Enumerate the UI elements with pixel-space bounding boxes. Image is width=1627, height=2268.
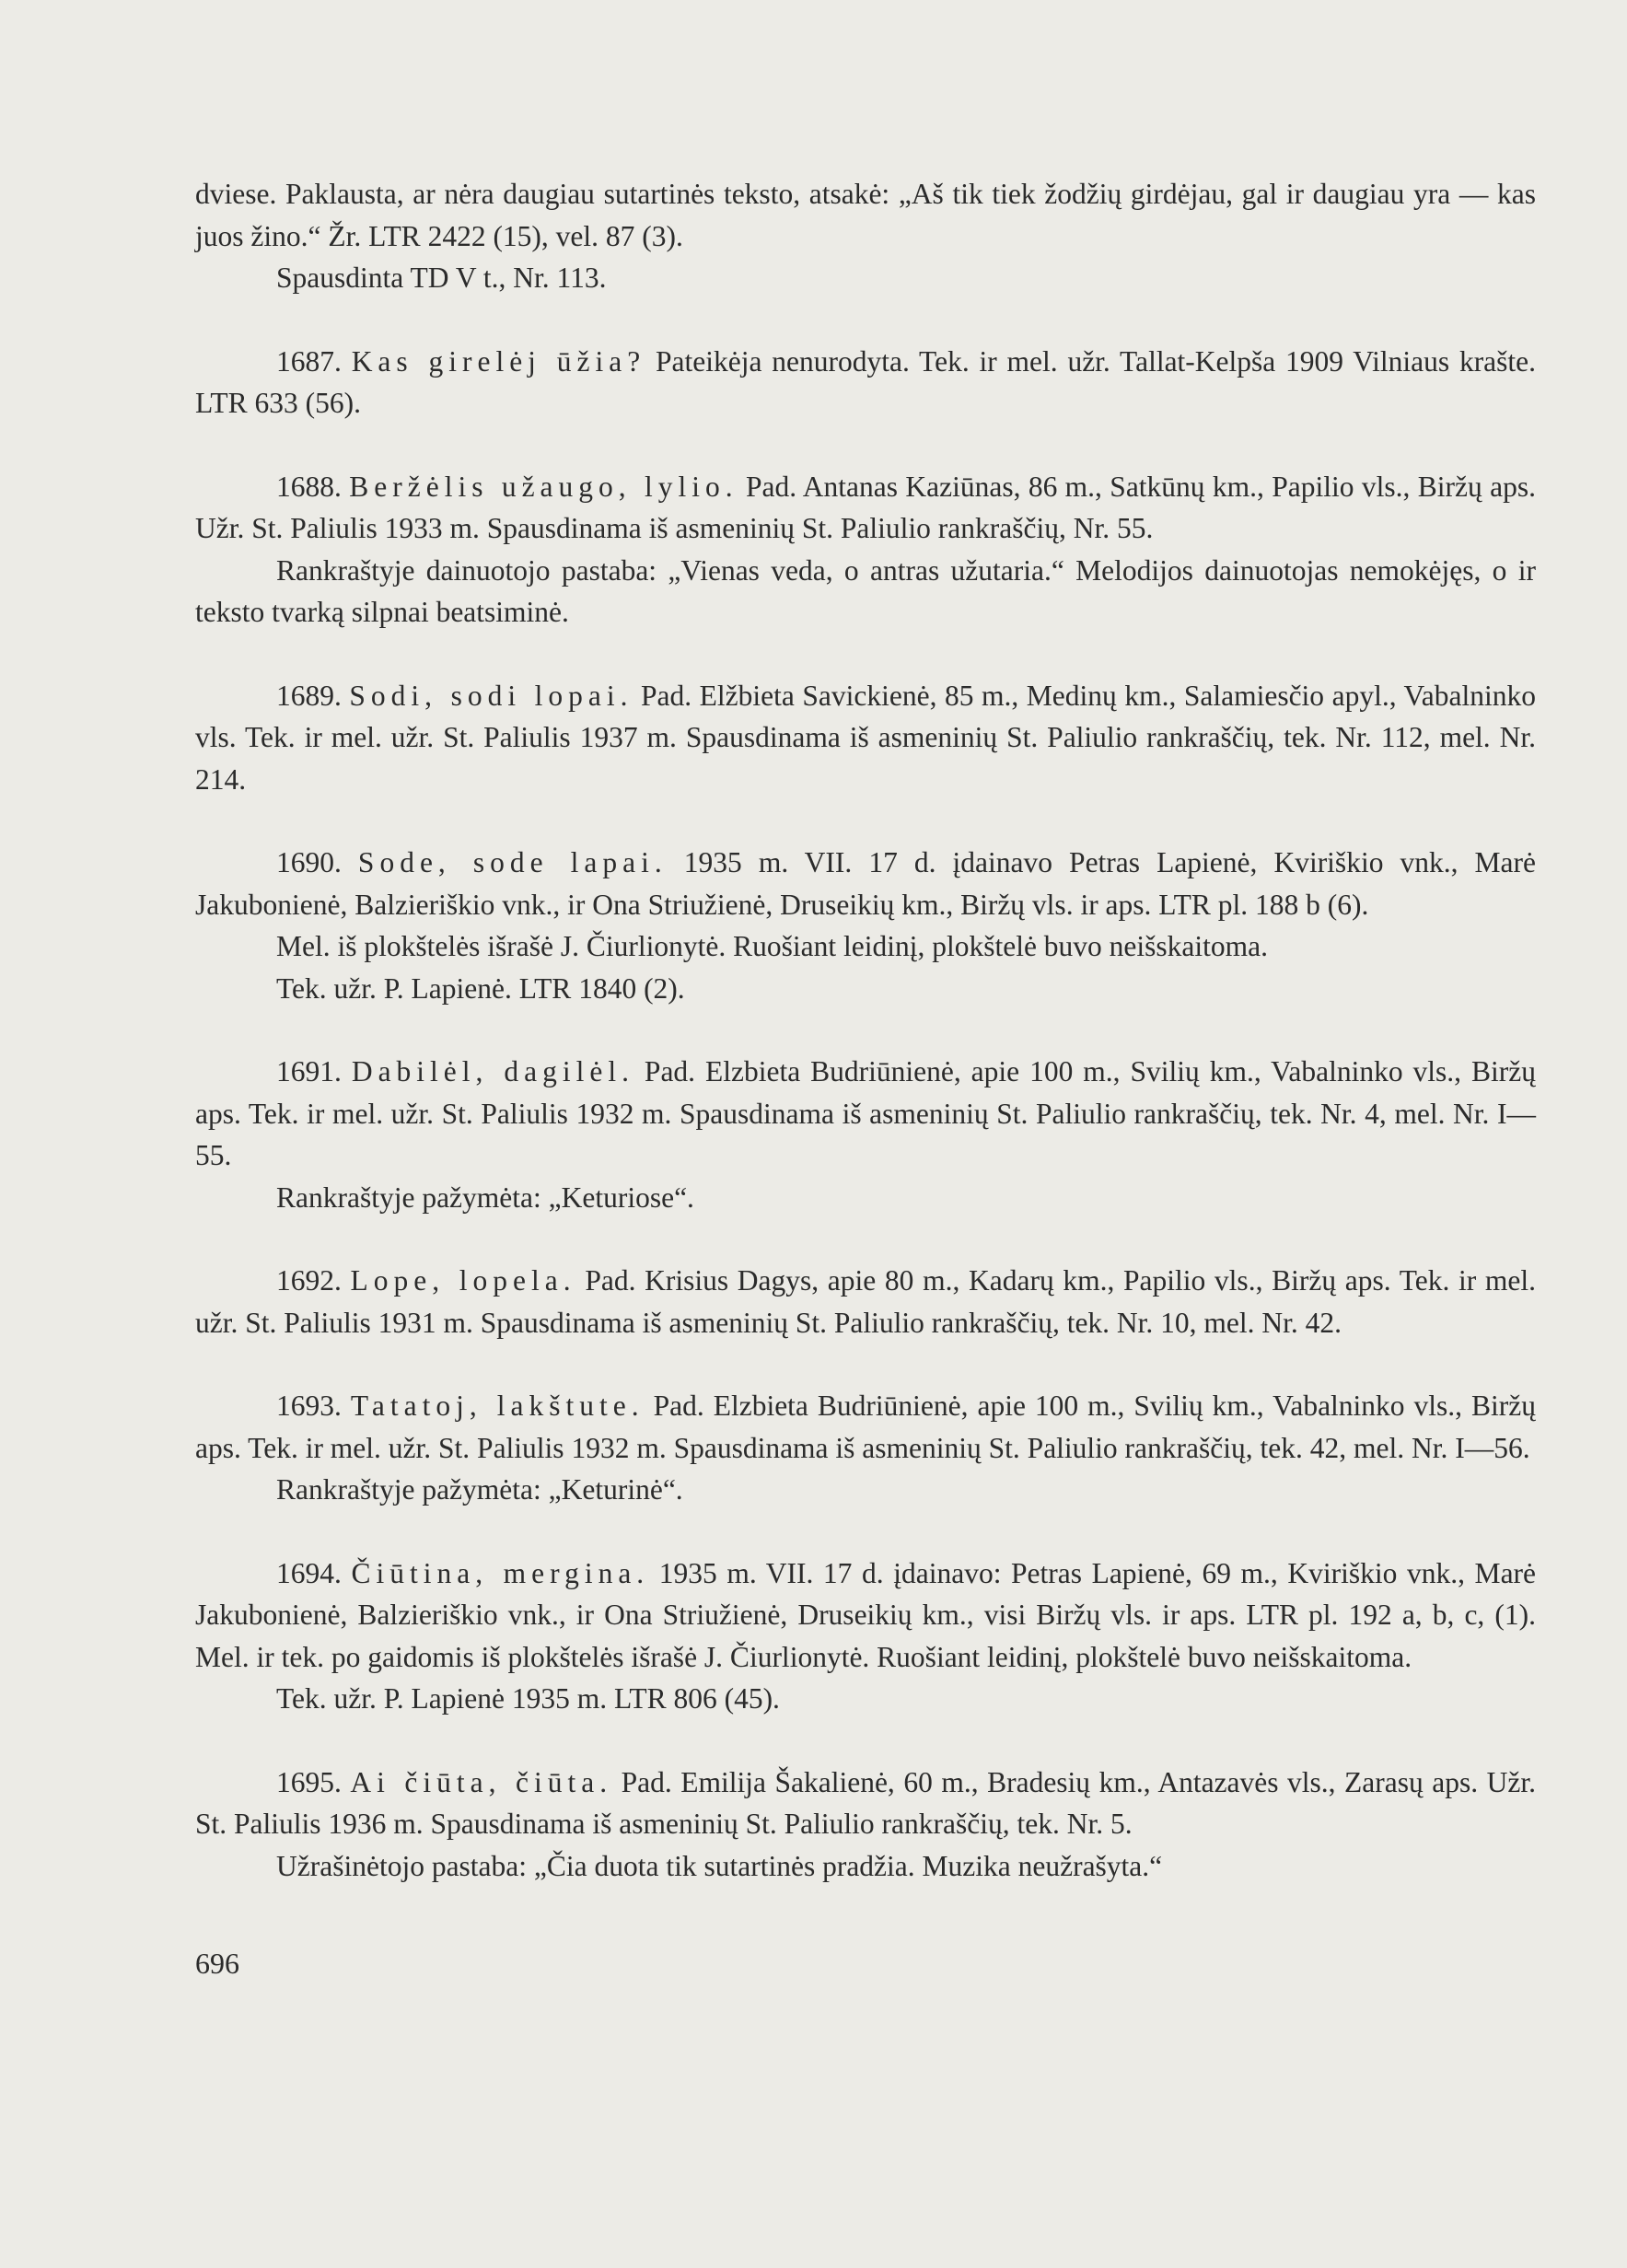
entry-paragraph — [195, 1051, 1536, 1177]
song-title: Kas girelėj ūžia? — [351, 344, 646, 378]
song-title: Sodi, sodi lopai. — [349, 679, 633, 712]
entry-text: Pad. Elzbieta Budriūnienė, apie 100 m., Svilių km., Vabalninko vls., Biržų aps. Tek. ir mel. užr. St. Paliulis 1932 m. Spausdinama iš asmeninių St. Paliulio rankraščių, tek. Nr. 4, mel. Nr. I—55. — [195, 1055, 1536, 1171]
entry-number: 1690. — [276, 846, 342, 878]
entry-number: 1694. — [276, 1556, 342, 1589]
entry-paragraph — [195, 1762, 1536, 1845]
entry-1695 — [195, 1762, 1536, 1888]
entry-1687 — [195, 341, 1536, 425]
entry-1692 — [195, 1260, 1536, 1343]
main-text — [195, 173, 1536, 1887]
entry-note: Rankraštyje dainuotojo pastaba: „Vienas veda, o antras užutaria.“ Melodijos dainuotojas nemokėjęs, o ir teksto tvarką silpnai beatsiminė. — [195, 553, 1536, 628]
entry-text: Pad. Elzbieta Budriūnienė, apie 100 m., Svilių km., Vabalninko vls., Biržų aps. Tek. ir mel. užr. St. Paliulis 1932 m. Spausdinama iš asmeninių St. Paliulio rankraščių, tek. 42, mel. Nr. I—56. — [195, 1390, 1537, 1464]
entry-1691 — [195, 1051, 1536, 1218]
entry-paragraph — [195, 1553, 1536, 1679]
continuation-printed-note: Spausdinta TD V t., Nr. 113. — [276, 262, 607, 294]
entry-note: Rankraštyje pažymėta: „Keturiose“. — [276, 1181, 694, 1214]
song-title: Lope, lopela. — [350, 1264, 576, 1297]
entry-number: 1687. — [276, 344, 342, 378]
song-title: Tatatoj, lakštute. — [350, 1390, 645, 1422]
entry-text: Pateikėja nenurodyta. Tek. ir mel. užr. Tallat-Kelpša 1909 Vilniaus krašte. LTR 633 (56). — [195, 344, 1537, 419]
entry-number: 1693. — [276, 1390, 342, 1422]
entry-paragraph — [195, 842, 1536, 925]
entry-1689 — [195, 675, 1536, 801]
entry-note: Mel. iš plokštelės išrašė J. Čiurlionytė. Ruošiant leidinį, plokštelė buvo neišskaitoma. — [276, 930, 1269, 962]
entry-paragraph — [195, 466, 1536, 550]
song-title: Beržėlis užaugo, lylio. — [349, 470, 738, 503]
entry-1694 — [195, 1553, 1536, 1720]
entry-paragraph — [195, 341, 1536, 425]
entry-note: Rankraštyje pažymėta: „Keturinė“. — [276, 1473, 683, 1506]
entry-paragraph — [195, 675, 1536, 801]
entry-text: Pad. Antanas Kaziūnas, 86 m., Satkūnų km., Papilio vls., Biržų aps. Užr. St. Paliulis 1933 m. Spausdinama iš asmeninių St. Paliulio rankraščių, Nr. 55. — [195, 470, 1536, 544]
entry-text: Pad. Emilija Šakalienė, 60 m., Bradesių km., Antazavės vls., Zarasų aps. Užr. St. Paliulis 1936 m. Spausdinama iš asmeninių St. Paliulio rankraščių, tek. Nr. 5. — [195, 1765, 1536, 1840]
entry-1688 — [195, 466, 1536, 634]
entry-paragraph — [195, 1260, 1536, 1343]
entry-text: Pad. Krisius Dagys, apie 80 m., Kadarų km., Papilio vls., Biržų aps. Tek. ir mel. užr. St. Paliulis 1931 m. Spausdinama iš asmeninių St. Paliulio rankraščių, tek. Nr. 10, mel. Nr. 42. — [195, 1264, 1537, 1339]
entry-number: 1692. — [276, 1264, 342, 1297]
entry-text: Pad. Elžbieta Savickienė, 85 m., Medinų km., Salamiesčio apyl., Vabalninko vls. Tek. ir mel. užr. St. Paliulis 1937 m. Spausdinama iš asmeninių St. Paliulio rankraščių, tek. Nr. 112, mel. Nr. 214. — [195, 679, 1537, 796]
page-number: 696 — [195, 1947, 239, 1980]
entry-number: 1691. — [276, 1055, 342, 1087]
entry-paragraph — [195, 1385, 1536, 1469]
entry-text: 1935 m. VII. 17 d. įdainavo: Petras Lapienė, 69 m., Kviriškio vnk., Marė Jakubonienė, Balzieriškio vnk., ir Ona Striužienė, Druseikių km., visi Biržų vls. ir aps. LTR pl. 192 a, b, c, (1). Mel. ir tek. po gaidomis iš plokštelės išrašė J. Čiurlionytė. Ruošiant leidinį, plokštelė buvo neišskaitoma. — [195, 1556, 1537, 1673]
song-title: Dabilėl, dagilėl. — [351, 1055, 634, 1087]
entry-text: 1935 m. VII. 17 d. įdainavo Petras Lapienė, Kviriškio vnk., Marė Jakubonienė, Balzieriškio vnk., ir Ona Striužienė, Druseikių km., Biržų vls. ir aps. LTR pl. 188 b (6). — [195, 846, 1536, 921]
continuation-line-2: gal ir daugiau yra — kas juos žino.“ Žr. LTR 2422 (15), vel. 87 (3). — [195, 178, 1537, 252]
song-title: Sode, sode lapai. — [357, 846, 668, 878]
entry-note: Užrašinėtojo pastaba: „Čia duota tik sutartinės pradžia. Muzika neužrašyta.“ — [276, 1849, 1163, 1882]
song-title: Čiūtina, mergina. — [351, 1556, 650, 1589]
continuation-line-1: dviese. Paklausta, ar nėra daugiau sutartinės teksto, atsakė: „Aš tik tiek žodžių girdėjau, — [195, 178, 1233, 210]
entry-1693 — [195, 1385, 1536, 1511]
entry-note: Tek. užr. P. Lapienė 1935 m. LTR 806 (45). — [276, 1682, 780, 1715]
entry-number: 1689. — [276, 679, 342, 712]
entry-note: Tek. užr. P. Lapienė. LTR 1840 (2). — [276, 971, 685, 1005]
continuation-paragraph — [195, 173, 1536, 257]
entry-1690 — [195, 842, 1536, 1009]
song-title: Ai čiūta, čiūta. — [350, 1765, 613, 1798]
entry-number: 1695. — [276, 1765, 342, 1798]
entry-number: 1688. — [276, 470, 342, 503]
